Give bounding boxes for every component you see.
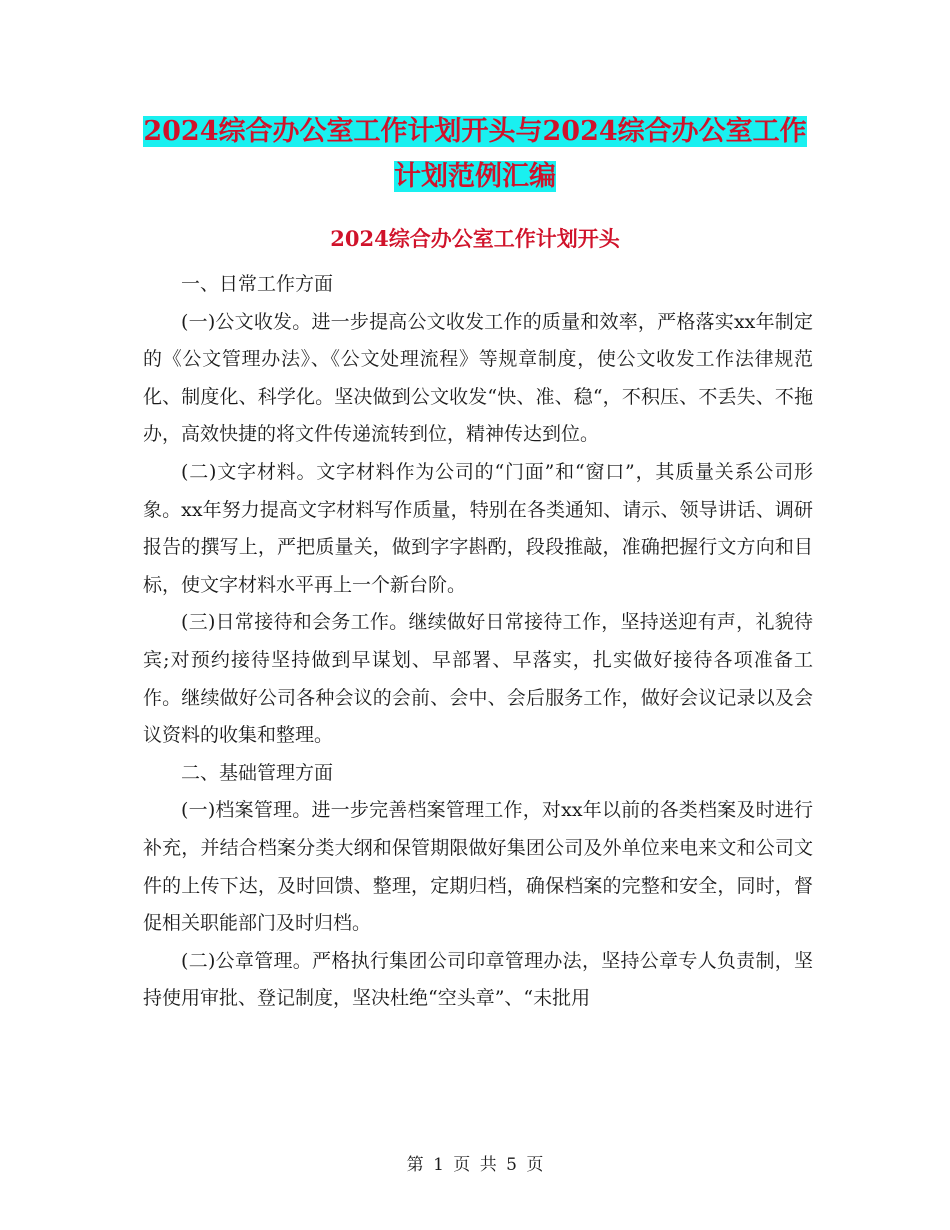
paragraph: (二)文字材料。文字材料作为公司的“门面”和“窗口”，其质量关系公司形象。xx年努力提高文字材料写作质量，特别在各类通知、请示、领导讲话、调研报告的撰写上，严把质量关，做到字字斟酌，段段推敲，准确把握行文方向和目标，使文字材料水平再上一个新台阶。 <box>143 460 813 596</box>
paragraph: (一)档案管理。进一步完善档案管理工作，对xx年以前的各类档案及时进行补充，并结合档案分类大纲和保管期限做好集团公司及外单位来电来文和公司文件的上传下达，及时回馈、整理，定期归档，确保档案的完整和安全，同时，督促相关职能部门及时归档。 <box>143 799 813 935</box>
paragraph-heading-1: 一、日常工作方面 <box>181 273 334 295</box>
body-text <box>143 266 813 1018</box>
title-highlight-2: 计划范例汇编 <box>394 161 556 192</box>
section-title: 2024综合办公室工作计划开头 <box>330 226 620 251</box>
title-highlight-1: 2024综合办公室工作计划开头与2024综合办公室工作 <box>143 116 807 147</box>
page-footer: 第 1 页 共 5 页 <box>406 1155 544 1175</box>
paragraph: (二)公章管理。严格执行集团公司印章管理办法，坚持公章专人负责制，坚持使用审批、登记制度，坚决杜绝“空头章”、“未批用 <box>143 949 813 1010</box>
document-title-line-2 <box>0 157 950 197</box>
paragraph: (一)公文收发。进一步提高公文收发工作的质量和效率，严格落实xx年制定的《公文管理办法》、《公文处理流程》等规章制度，使公文收发工作法律规范化、制度化、科学化。坚决做到公文收发“快、准、稳“，不积压、不丢失、不拖办，高效快捷的将文件传递流转到位，精神传达到位。 <box>143 310 813 446</box>
paragraph-heading-2: 二、基础管理方面 <box>181 761 334 784</box>
document-title-line-1 <box>0 112 950 152</box>
paragraph: (三)日常接待和会务工作。继续做好日常接待工作，坚持送迎有声，礼貌待宾;对预约接待坚持做到早谋划、早部署、早落实，扎实做好接待各项准备工作。继续做好公司各种会议的会前、会中、会后服务工作，做好会议记录以及会议资料的收集和整理。 <box>143 611 813 747</box>
